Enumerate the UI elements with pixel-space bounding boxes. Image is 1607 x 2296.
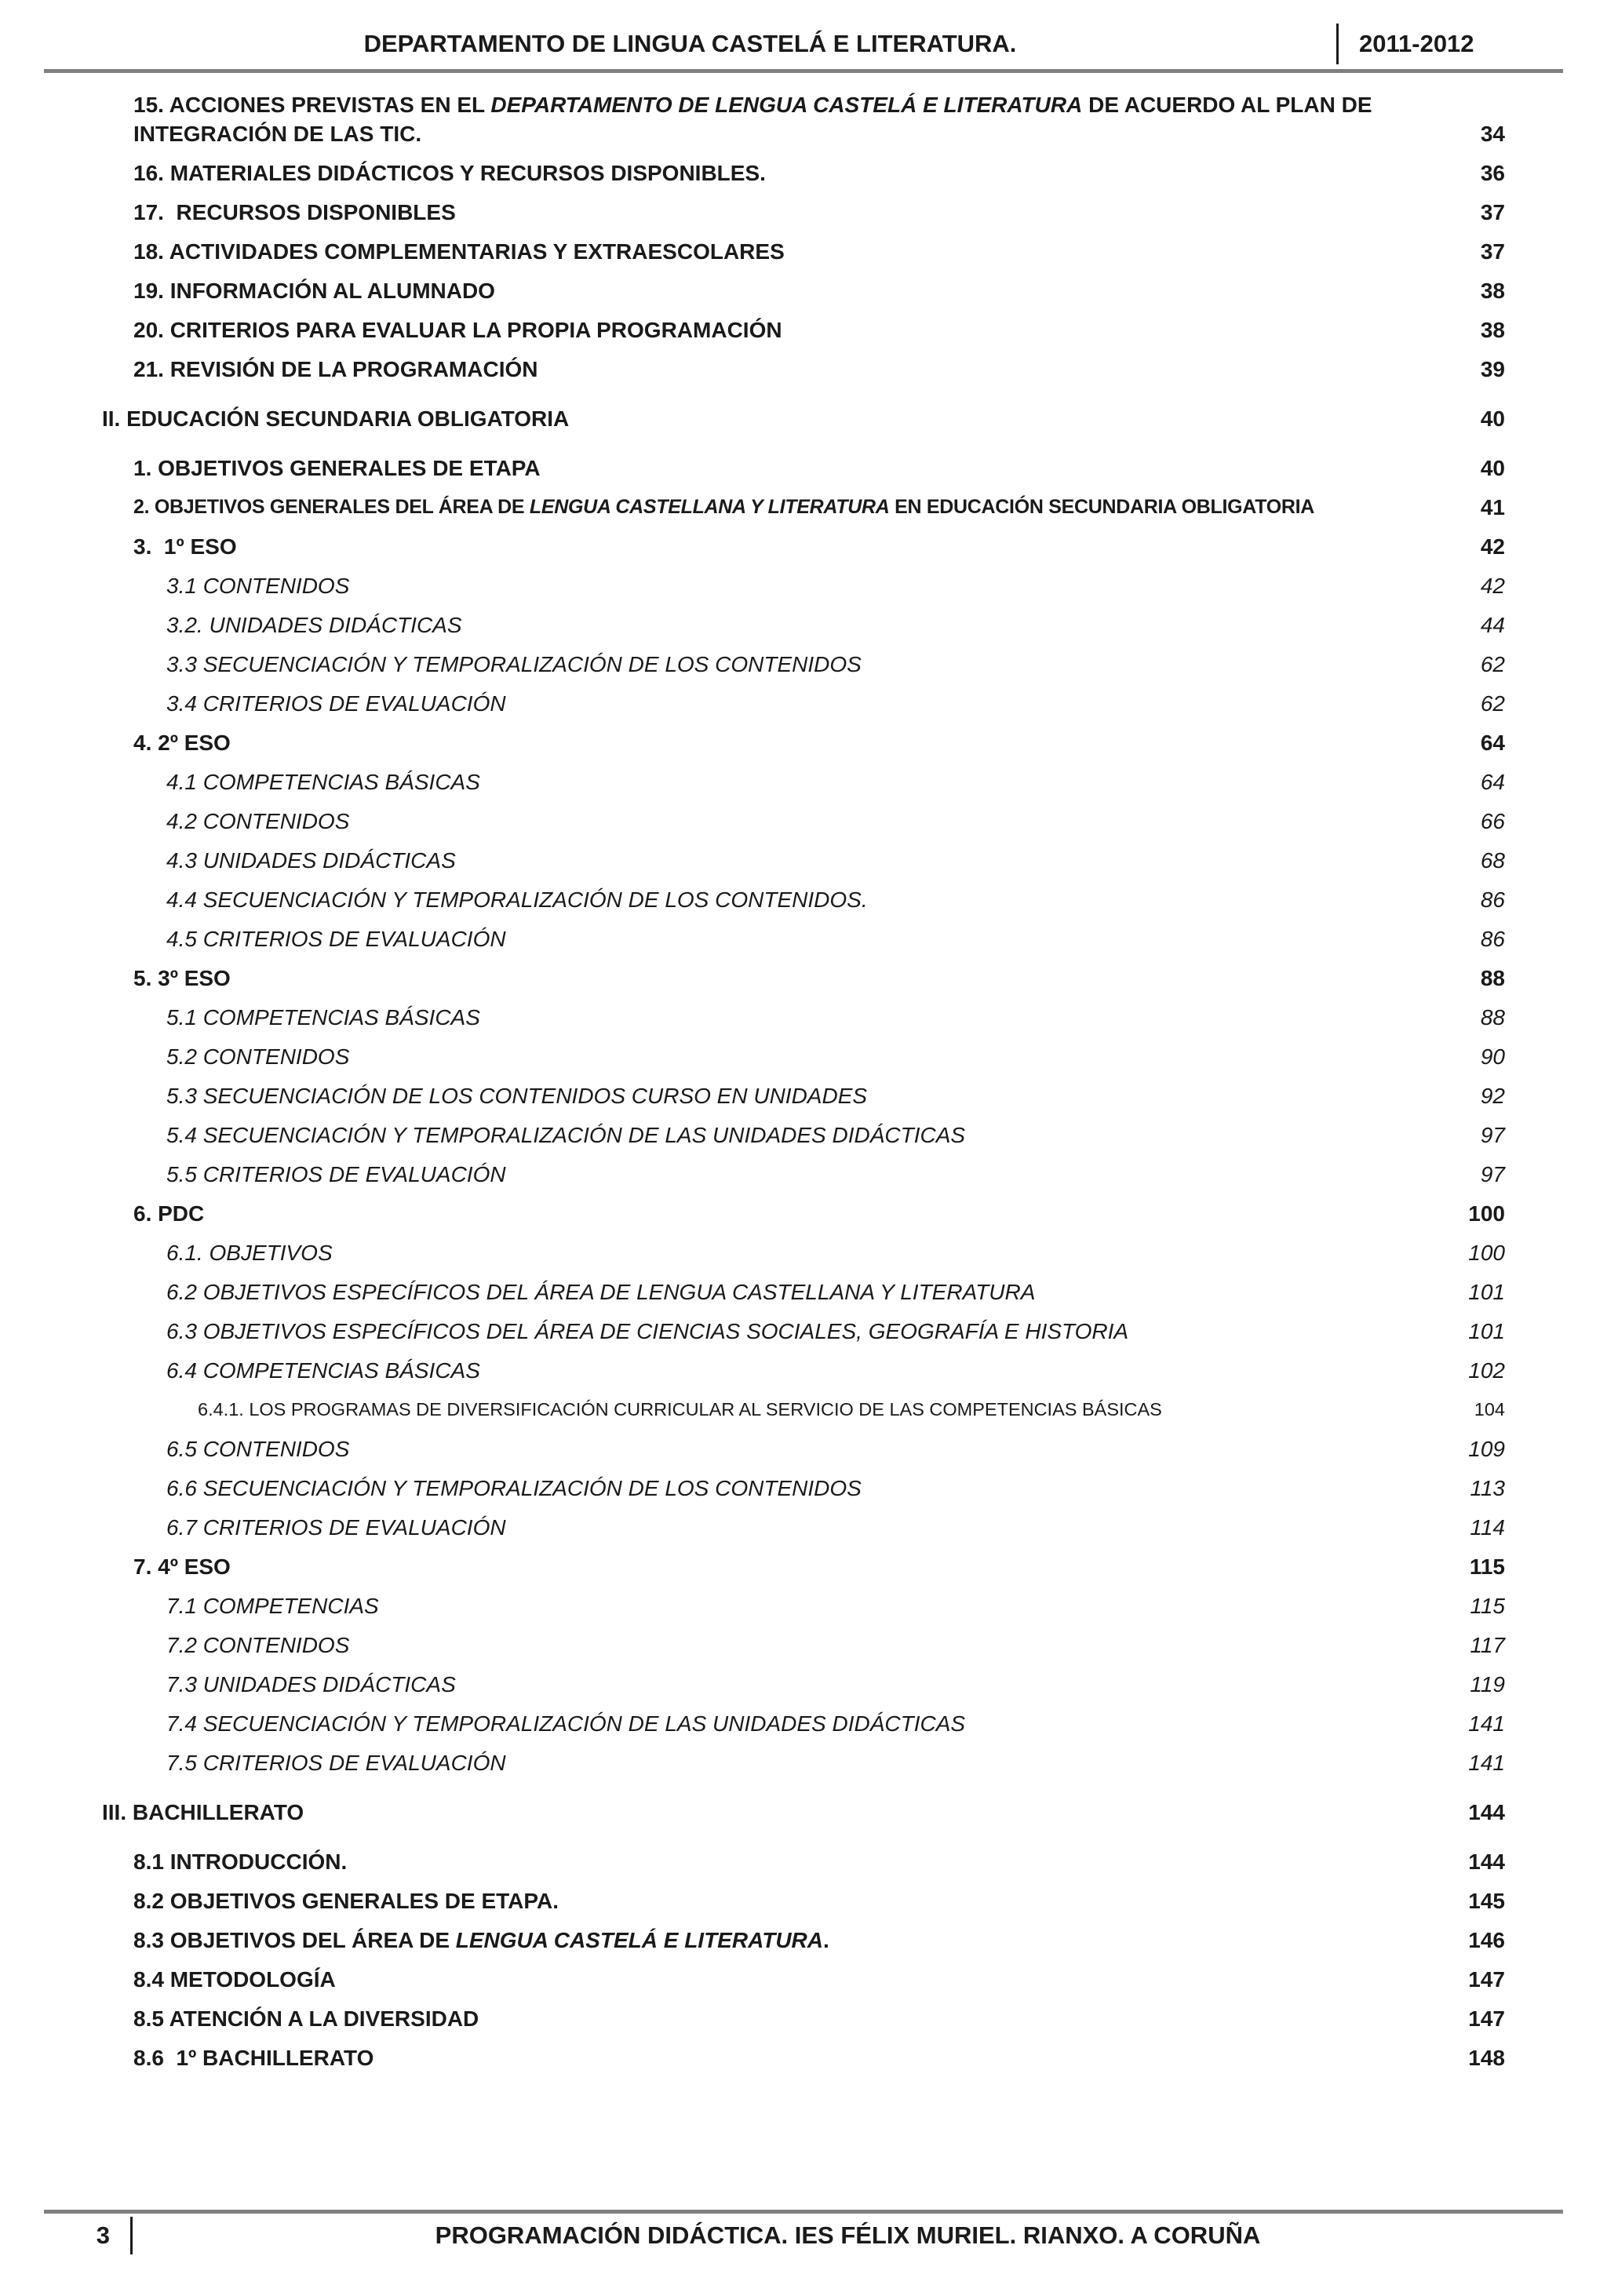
toc-entry: [0, 807, 1505, 836]
toc-entry: [0, 90, 1505, 148]
toc-entry-title: 4.5 CRITERIOS DE EVALUACIÓN: [166, 927, 506, 951]
toc-entry-page: 34: [1480, 122, 1505, 146]
toc-entry-page: 88: [1480, 966, 1505, 990]
toc-entry: [0, 1748, 1505, 1777]
toc-entry-page: 64: [1480, 731, 1505, 755]
toc-entry-title: 4.1 COMPETENCIAS BÁSICAS: [166, 770, 480, 794]
toc-entry: [0, 650, 1505, 679]
toc-entry-title: 6.4.1. LOS PROGRAMAS DE DIVERSIFICACIÓN CURRICULAR AL SERVICIO DE LAS COMPETENCIAS BÁSICAS: [198, 1399, 1162, 1420]
toc-entry-page: 113: [1470, 1476, 1505, 1500]
toc-entry-title: 4.3 UNIDADES DIDÁCTICAS: [166, 848, 456, 873]
toc-entry-page: 101: [1468, 1319, 1505, 1343]
toc-entry-page: 115: [1470, 1594, 1505, 1618]
toc-entry-page: 146: [1468, 1928, 1505, 1952]
toc-entry: [0, 1886, 1505, 1915]
toc-entry-title: 6.5 CONTENIDOS: [166, 1437, 350, 1461]
toc-entry: [0, 404, 1505, 433]
toc-entry-title: 7.3 UNIDADES DIDÁCTICAS: [166, 1672, 456, 1696]
toc-entry-page: 101: [1468, 1280, 1505, 1304]
toc-entry-title: 3.3 SECUENCIACIÓN Y TEMPORALIZACIÓN DE LOS CONTENIDOS: [166, 652, 862, 676]
toc-entry: [0, 1081, 1505, 1110]
toc-entry-page: 119: [1470, 1672, 1505, 1696]
toc-entry-title: 5.1 COMPETENCIAS BÁSICAS: [166, 1005, 480, 1030]
toc-entry-page: 88: [1480, 1005, 1505, 1030]
toc-entry: [0, 315, 1505, 344]
toc-entry-page: 37: [1480, 200, 1505, 224]
footer-title: PROGRAMACIÓN DIDÁCTICA. IES FÉLIX MURIEL. RIANXO. A CORUÑA: [435, 2221, 1261, 2249]
toc-entry-title: 2. OBJETIVOS GENERALES DEL ÁREA DE LENGUA CASTELLANA Y LITERATURA EN EDUCACIÓN SECUNDARIA OBLIGATORIA: [133, 496, 1315, 518]
toc-entry: [0, 1513, 1505, 1542]
toc-entry-page: 90: [1480, 1044, 1505, 1069]
toc-entry: [0, 689, 1505, 718]
toc-entry-page: 37: [1480, 239, 1505, 264]
toc-entry-title: 5.5 CRITERIOS DE EVALUACIÓN: [166, 1162, 506, 1186]
toc-entry: [0, 1003, 1505, 1032]
toc-entry-title: 5.3 SECUENCIACIÓN DE LOS CONTENIDOS CURSO EN UNIDADES: [166, 1084, 868, 1108]
toc-entry: [0, 924, 1505, 953]
toc-entry: [0, 1042, 1505, 1071]
toc-entry: [0, 1709, 1505, 1738]
toc-entry-page: 62: [1480, 652, 1505, 676]
toc-entry-title: 6.6 SECUENCIACIÓN Y TEMPORALIZACIÓN DE LOS CONTENIDOS: [166, 1476, 862, 1500]
toc-entry-title: 7.4 SECUENCIACIÓN Y TEMPORALIZACIÓN DE LAS UNIDADES DIDÁCTICAS: [166, 1711, 966, 1736]
toc-entry-title: II. EDUCACIÓN SECUNDARIA OBLIGATORIA: [102, 406, 570, 431]
toc-entry-page: 66: [1480, 809, 1505, 833]
toc-entry-page: 39: [1480, 357, 1505, 381]
toc-entry-title: 6.7 CRITERIOS DE EVALUACIÓN: [166, 1515, 506, 1540]
toc-entry-title: 21. REVISIÓN DE LA PROGRAMACIÓN: [133, 357, 538, 381]
toc-entry-title: 19. INFORMACIÓN AL ALUMNADO: [133, 279, 495, 303]
toc-entry-page: 42: [1480, 534, 1505, 559]
toc-entry-page: 147: [1468, 1967, 1505, 1992]
toc-entry-title: 18. ACTIVIDADES COMPLEMENTARIAS Y EXTRAESCOLARES: [133, 239, 785, 264]
toc-entry: [0, 159, 1505, 188]
toc-entry: [0, 1552, 1505, 1581]
toc-entry: [0, 1317, 1505, 1346]
toc-entry-title: 8.3 OBJETIVOS DEL ÁREA DE LENGUA CASTELÁ E LITERATURA.: [133, 1928, 829, 1952]
toc-entry: [0, 2043, 1505, 2072]
toc-entry: [0, 728, 1505, 757]
toc-entry-title: 7.5 CRITERIOS DE EVALUACIÓN: [166, 1751, 506, 1775]
toc-entry: [0, 571, 1505, 600]
toc-entry: [0, 1847, 1505, 1876]
toc-entry: [0, 610, 1505, 640]
toc-entry: [0, 355, 1505, 384]
page-header: [44, 24, 1563, 73]
toc-entry: [0, 493, 1505, 522]
toc-entry-title: 7.1 COMPETENCIAS: [166, 1594, 379, 1618]
page-number: 3: [96, 2221, 110, 2249]
toc-entry: [0, 237, 1505, 266]
toc-entry-title: 8.4 METODOLOGÍA: [133, 1967, 336, 1992]
toc-entry: [0, 276, 1505, 305]
toc-entry-title: 8.1 INTRODUCCIÓN.: [133, 1850, 348, 1874]
toc-entry: [0, 1238, 1505, 1267]
toc-entry: [0, 1121, 1505, 1150]
toc-entry: [0, 885, 1505, 914]
toc-entry-title: 8.2 OBJETIVOS GENERALES DE ETAPA.: [133, 1889, 559, 1913]
toc-entry: [0, 1798, 1505, 1827]
school-year: 2011-2012: [1359, 30, 1474, 57]
toc-entry: [0, 1474, 1505, 1503]
toc-entry-title: 8.5 ATENCIÓN A LA DIVERSIDAD: [133, 2006, 479, 2031]
toc-entry-title: 6.3 OBJETIVOS ESPECÍFICOS DEL ÁREA DE CIENCIAS SOCIALES, GEOGRAFÍA E HISTORIA: [166, 1319, 1129, 1343]
toc-entry-page: 115: [1469, 1554, 1505, 1579]
toc-entry: [0, 1277, 1505, 1307]
toc-entry-page: 109: [1468, 1437, 1505, 1461]
toc-entry-page: 41: [1480, 495, 1505, 519]
toc-entry-page: 62: [1480, 691, 1505, 716]
toc-entry: [0, 1965, 1505, 1994]
toc-entry: [0, 1199, 1505, 1228]
toc-entry-page: 40: [1480, 406, 1505, 431]
toc-entry-title: 6.2 OBJETIVOS ESPECÍFICOS DEL ÁREA DE LENGUA CASTELLANA Y LITERATURA: [166, 1280, 1036, 1304]
toc-entry: [0, 767, 1505, 796]
toc-entry-title: 5. 3º ESO: [133, 966, 231, 990]
toc-entry-title: 5.2 CONTENIDOS: [166, 1044, 350, 1069]
toc-entry-page: 68: [1480, 848, 1505, 873]
document-title: DEPARTAMENTO DE LINGUA CASTELÁ E LITERATURA.: [363, 30, 1017, 57]
toc-entry-title: 4. 2º ESO: [133, 731, 231, 755]
toc-entry-title: 7.2 CONTENIDOS: [166, 1633, 350, 1657]
toc-entry-page: 141: [1468, 1711, 1505, 1736]
toc-entry-title: III. BACHILLERATO: [102, 1800, 304, 1824]
toc-entry: [0, 1926, 1505, 1955]
toc-entry-page: 42: [1480, 574, 1505, 598]
toc-entry-page: 147: [1468, 2006, 1505, 2031]
toc-entry-page: 117: [1470, 1633, 1505, 1657]
toc-entry: [0, 2004, 1505, 2033]
toc-entry-page: 100: [1468, 1201, 1505, 1226]
toc-entry-page: 36: [1480, 161, 1505, 185]
table-of-contents: [0, 90, 1607, 2072]
toc-entry-title: 17. RECURSOS DISPONIBLES: [133, 200, 456, 224]
toc-entry-page: 104: [1474, 1399, 1505, 1420]
toc-entry-page: 97: [1480, 1162, 1505, 1186]
toc-entry-title: 1. OBJETIVOS GENERALES DE ETAPA: [133, 456, 541, 480]
toc-entry-title: 4.4 SECUENCIACIÓN Y TEMPORALIZACIÓN DE LOS CONTENIDOS.: [166, 887, 868, 912]
toc-entry: [0, 964, 1505, 993]
toc-entry-page: 144: [1468, 1800, 1505, 1824]
toc-entry-title: 6.4 COMPETENCIAS BÁSICAS: [166, 1358, 480, 1383]
toc-entry: [0, 1160, 1505, 1189]
toc-entry-page: 145: [1468, 1889, 1505, 1913]
toc-entry-title: 5.4 SECUENCIACIÓN Y TEMPORALIZACIÓN DE LAS UNIDADES DIDÁCTICAS: [166, 1123, 966, 1147]
toc-entry-title: 6. PDC: [133, 1201, 205, 1226]
toc-entry-title: 16. MATERIALES DIDÁCTICOS Y RECURSOS DISPONIBLES.: [133, 161, 766, 185]
toc-entry-page: 64: [1480, 770, 1505, 794]
toc-entry-page: 144: [1468, 1850, 1505, 1874]
toc-entry: [0, 532, 1505, 561]
toc-entry-title: 15. ACCIONES PREVISTAS EN EL DEPARTAMENTO DE LENGUA CASTELÁ E LITERATURA DE ACUERDO AL PLAN DE INTEGRACIÓN DE LAS TIC.: [133, 93, 1379, 146]
toc-entry: [0, 1356, 1505, 1385]
toc-entry-title: 4.2 CONTENIDOS: [166, 809, 350, 833]
toc-entry-title: 3.1 CONTENIDOS: [166, 574, 350, 598]
toc-entry-page: 92: [1480, 1084, 1505, 1108]
toc-entry-title: 20. CRITERIOS PARA EVALUAR LA PROPIA PROGRAMACIÓN: [133, 318, 782, 342]
toc-entry-title: 3. 1º ESO: [133, 534, 237, 559]
toc-entry-page: 148: [1468, 2046, 1505, 2070]
toc-entry: [0, 1631, 1505, 1660]
toc-entry: [0, 198, 1505, 227]
toc-entry-page: 86: [1480, 927, 1505, 951]
toc-entry: [0, 1395, 1505, 1424]
toc-entry-page: 97: [1480, 1123, 1505, 1147]
toc-entry-page: 100: [1468, 1241, 1505, 1265]
toc-entry-title: 7. 4º ESO: [133, 1554, 231, 1579]
toc-entry-page: 38: [1480, 279, 1505, 303]
toc-entry-title: 3.2. UNIDADES DIDÁCTICAS: [166, 613, 462, 637]
toc-entry-page: 44: [1480, 613, 1505, 637]
toc-entry-title: 8.6 1º BACHILLERATO: [133, 2046, 374, 2070]
toc-entry: [0, 846, 1505, 875]
toc-entry-page: 86: [1480, 887, 1505, 912]
toc-entry-page: 102: [1468, 1358, 1505, 1383]
toc-entry-title: 3.4 CRITERIOS DE EVALUACIÓN: [166, 691, 506, 716]
toc-entry-page: 114: [1470, 1515, 1505, 1540]
toc-entry: [0, 1434, 1505, 1463]
toc-entry-title: 6.1. OBJETIVOS: [166, 1241, 333, 1265]
toc-entry: [0, 1670, 1505, 1699]
toc-entry: [0, 1591, 1505, 1620]
toc-entry: [0, 454, 1505, 483]
page-footer: [44, 2210, 1563, 2254]
toc-entry-page: 38: [1480, 318, 1505, 342]
toc-entry-page: 40: [1480, 456, 1505, 480]
toc-entry-page: 141: [1468, 1751, 1505, 1775]
